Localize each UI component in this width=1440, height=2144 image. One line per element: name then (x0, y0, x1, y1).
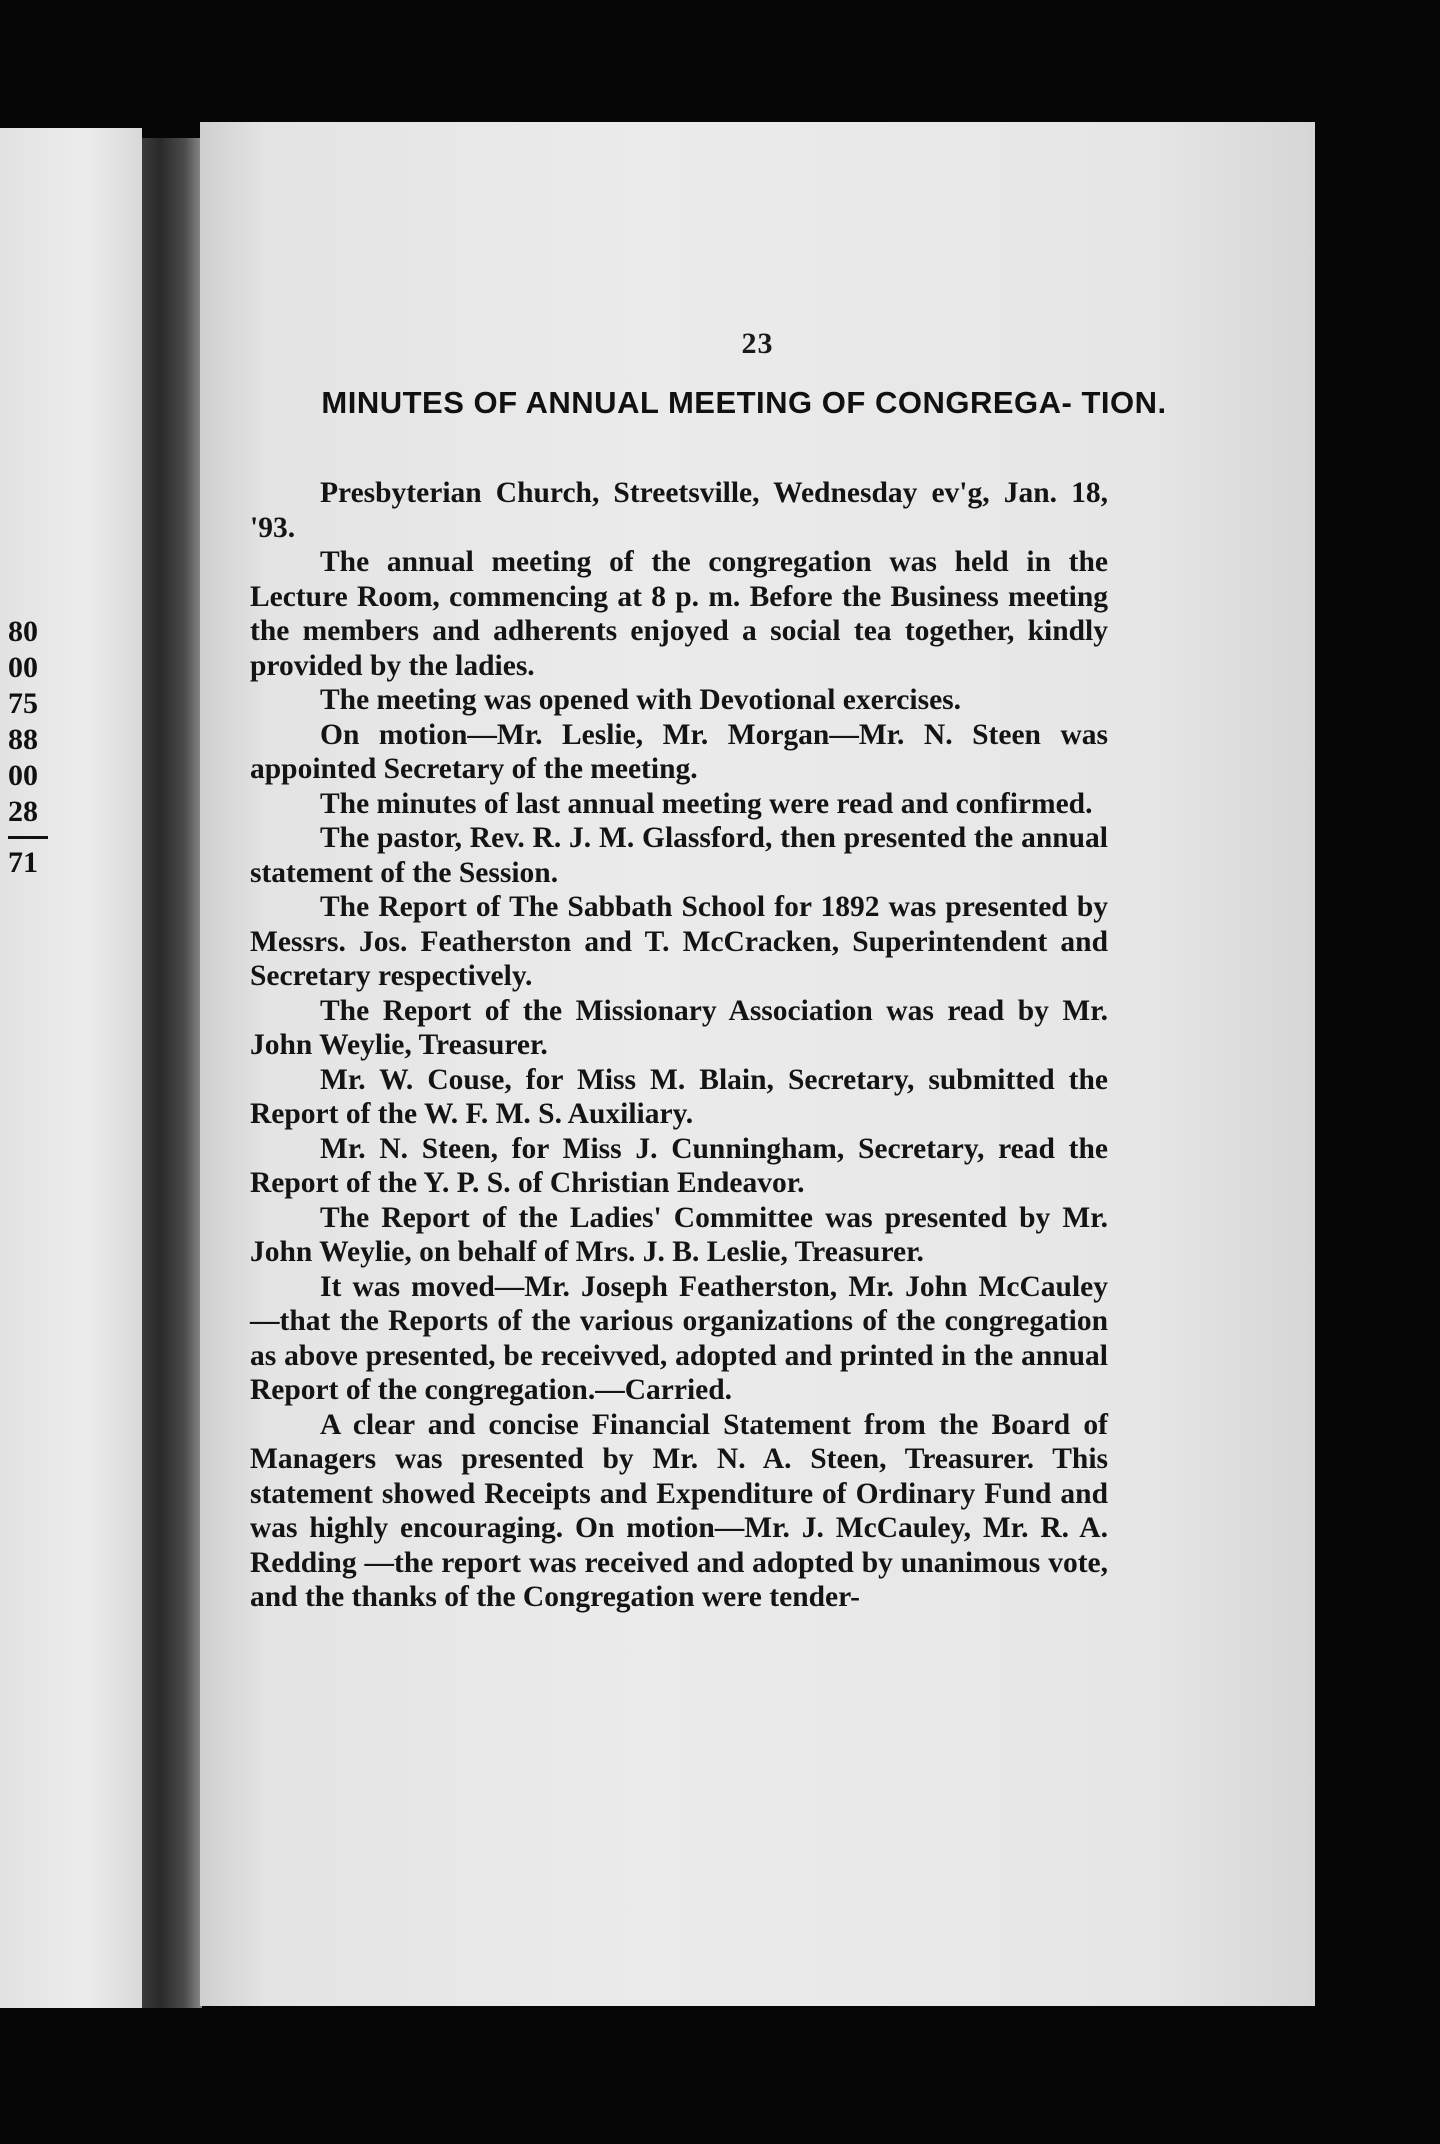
figure-line: 00 (8, 651, 38, 684)
figure-line: 28 (8, 795, 38, 828)
sum-rule (8, 836, 48, 839)
paragraph: Mr. W. Couse, for Miss M. Blain, Secretary, submitted the Report of the W. F. M. S. Auxiliary. (250, 1063, 1108, 1130)
minutes-body (250, 476, 1108, 1615)
paragraph: The Report of The Sabbath School for 1892 was presented by Messrs. Jos. Featherston and T. McCracken, Superintendent and Secretary respectively. (250, 891, 1108, 992)
previous-page-figures (8, 614, 68, 881)
figure-total: 71 (8, 846, 38, 879)
paragraph: A clear and concise Financial Statement from the Board of Managers was presented by Mr. N. A. Steen, Treasurer. This statement showed Receipts and Expenditure of Ordinary Fund and was highly encouraging. On motion—Mr. J. McCauley, Mr. R. A. Redding —the report was received and adopted by unanimous vote, and the thanks of the Congregation were tender- (250, 1408, 1108, 1613)
paragraph: The minutes of last annual meeting were read and confirmed. (320, 787, 1093, 820)
paragraph: The Report of the Missionary Association was read by Mr. John Weylie, Treasurer. (250, 994, 1108, 1061)
paragraph: On motion—Mr. Leslie, Mr. Morgan—Mr. N. Steen was appointed Secretary of the meeting. (250, 718, 1108, 785)
figure-line: 00 (8, 759, 38, 792)
paragraph: It was moved—Mr. Joseph Featherston, Mr. John McCauley—that the Reports of the various organizations of the congregation as above presented, be receivved, adopted and printed in the annual Report of the congregation.—Carried. (250, 1270, 1108, 1406)
figure-line: 75 (8, 687, 38, 720)
paragraph: Mr. N. Steen, for Miss J. Cunningham, Secretary, read the Report of the Y. P. S. of Christian Endeavor. (250, 1132, 1108, 1199)
document-page (200, 122, 1315, 2006)
previous-page-edge (0, 128, 142, 2008)
page-heading: MINUTES OF ANNUAL MEETING OF CONGREGA- TION. (321, 385, 1167, 420)
figure-line: 88 (8, 723, 38, 756)
page-number: 23 (741, 327, 774, 360)
paragraph: The Report of the Ladies' Committee was presented by Mr. John Weylie, on behalf of Mrs. J. B. Leslie, Treasurer. (250, 1201, 1108, 1268)
paragraph: The meeting was opened with Devotional exercises. (320, 684, 962, 716)
paragraph: The annual meeting of the congregation was held in the Lecture Room, commencing at 8 p. m. Before the Business meeting the members and adherents enjoyed a social tea together, kindly provided by the ladies. (250, 546, 1108, 682)
paragraph-dateline: Presbyterian Church, Streetsville, Wednesday ev'g, Jan. 18, '93. (250, 477, 1108, 544)
figure-line: 80 (8, 615, 38, 648)
book-gutter (142, 138, 202, 2008)
paragraph: The pastor, Rev. R. J. M. Glassford, then presented the annual statement of the Session. (250, 822, 1108, 889)
